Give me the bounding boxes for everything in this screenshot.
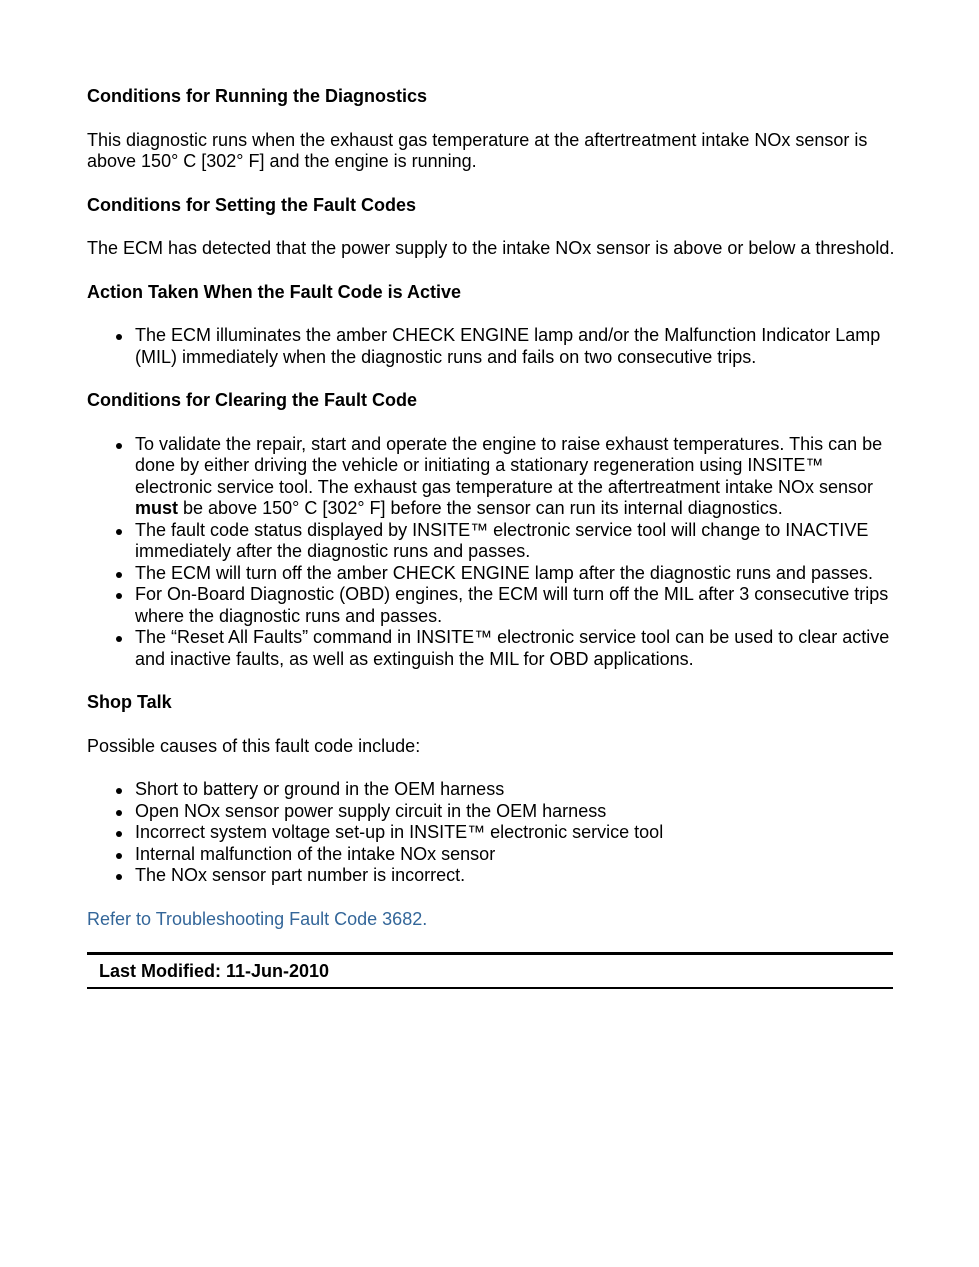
running-heading: Conditions for Running the Diagnostics [87, 86, 427, 106]
list-item [135, 434, 897, 520]
setting-heading: Conditions for Setting the Fault Codes [87, 194, 416, 215]
shop-talk-heading: Shop Talk [87, 692, 172, 712]
shop-talk-intro: Possible causes of this fault code include: [87, 735, 421, 756]
document-page [87, 86, 897, 989]
troubleshooting-link[interactable]: Refer to Troubleshooting Fault Code 3682. [87, 908, 428, 929]
clearing-heading: Conditions for Clearing the Fault Code [87, 390, 417, 410]
last-modified-footer [87, 952, 893, 989]
list-item-text: To validate the repair, start and operate the engine to raise exhaust temperatures. This can be done by either driving the vehicle or initiating a stationary regeneration using INSITE™ electronic service tool. The exhaust gas temperature at the aftertreatment intake NOx sensor [135, 433, 883, 497]
list-item: The “Reset All Faults” command in INSITE™ electronic service tool can be used to clear active and inactive faults, as well as extinguish the MIL for OBD applications. [135, 627, 897, 670]
last-modified-label: Last Modified: 11-Jun-2010 [99, 961, 330, 981]
list-item: Internal malfunction of the intake NOx sensor [135, 844, 897, 866]
list-item: Incorrect system voltage set-up in INSITE™ electronic service tool [135, 822, 897, 844]
action-heading: Action Taken When the Fault Code is Active [87, 281, 462, 302]
list-item: The ECM illuminates the amber CHECK ENGINE lamp and/or the Malfunction Indicator Lamp (MIL) immediately when the diagnostic runs and fails on two consecutive trips. [135, 325, 897, 368]
list-item: The NOx sensor part number is incorrect. [135, 865, 897, 887]
list-item-text: be above 150° C [302° F] before the sensor can run its internal diagnostics. [178, 498, 783, 518]
list-item: For On-Board Diagnostic (OBD) engines, the ECM will turn off the MIL after 3 consecutive trips where the diagnostic runs and passes. [135, 584, 897, 627]
list-item: The ECM will turn off the amber CHECK ENGINE lamp after the diagnostic runs and passes. [135, 563, 897, 585]
setting-text: The ECM has detected that the power supply to the intake NOx sensor is above or below a threshold. [87, 238, 895, 258]
emphasis-must: must [135, 498, 179, 518]
causes-list [87, 779, 897, 887]
running-text: This diagnostic runs when the exhaust gas temperature at the aftertreatment intake NOx sensor is above 150° C [302° F] and the engine is running. [87, 129, 868, 171]
clearing-list [87, 434, 897, 671]
list-item: Open NOx sensor power supply circuit in the OEM harness [135, 801, 897, 823]
action-list [87, 325, 897, 368]
list-item: Short to battery or ground in the OEM harness [135, 779, 897, 801]
list-item: The fault code status displayed by INSITE™ electronic service tool will change to INACTIVE immediately after the diagnostic runs and passes. [135, 520, 897, 563]
